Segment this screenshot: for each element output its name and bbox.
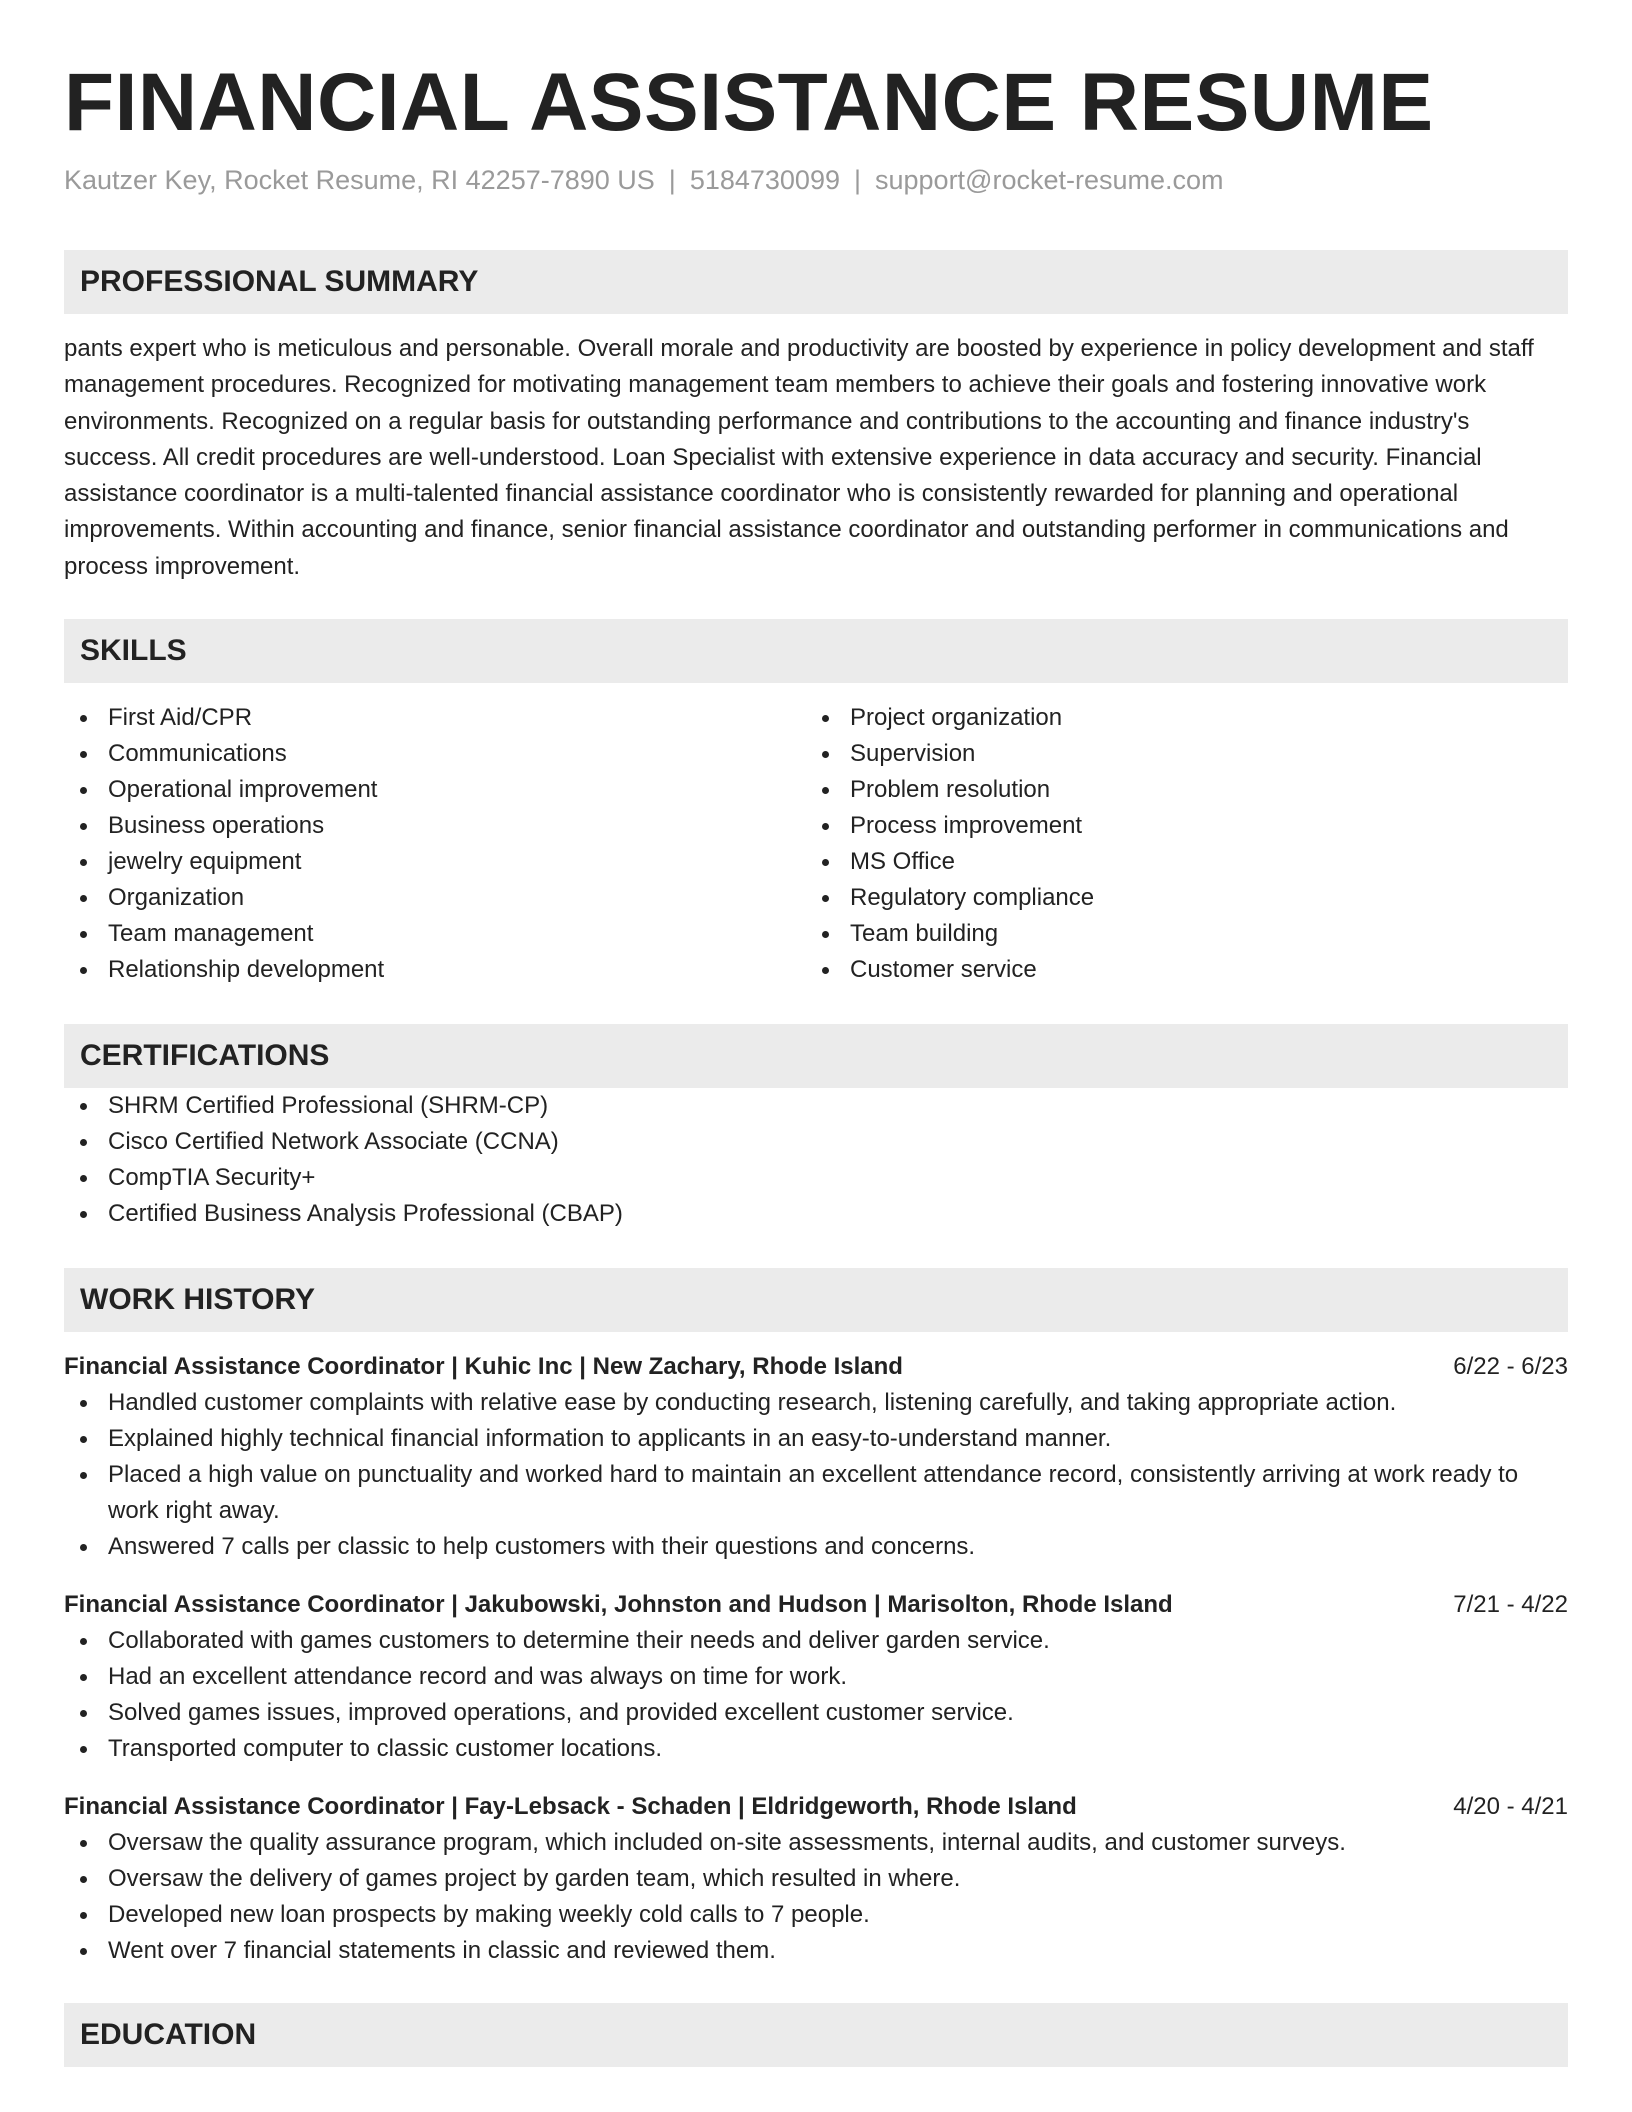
job-header — [64, 1349, 1568, 1385]
job-bullet: Explained highly technical financial information to applicants in an easy-to-understand manner. — [64, 1421, 1568, 1457]
skill-item: Regulatory compliance — [806, 880, 1548, 916]
job-bullet: Placed a high value on punctuality and worked hard to maintain an excellent attendance record, consistently arriving at work ready to work right away. — [64, 1457, 1568, 1529]
skill-item: Communications — [64, 736, 806, 772]
contact-address: Kautzer Key, Rocket Resume, RI 42257-7890 US — [64, 165, 655, 195]
job-title: Financial Assistance Coordinator | Fay-Lebsack - Schaden | Eldridgeworth, Rhode Island — [64, 1793, 1077, 1821]
skill-item: Operational improvement — [64, 772, 806, 808]
contact-line — [64, 162, 1568, 198]
skill-item: Customer service — [806, 952, 1548, 988]
skill-item: Organization — [64, 880, 806, 916]
section-header-skills: SKILLS — [64, 619, 1568, 683]
job-bullet: Transported computer to classic customer locations. — [64, 1731, 1568, 1767]
skill-item: Supervision — [806, 736, 1548, 772]
job-dates: 6/22 - 6/23 — [1453, 1353, 1568, 1381]
job-bullet-list — [64, 1623, 1568, 1767]
job-title: Financial Assistance Coordinator | Kuhic Inc | New Zachary, Rhode Island — [64, 1353, 903, 1381]
skill-item: MS Office — [806, 844, 1548, 880]
skill-item: Process improvement — [806, 808, 1548, 844]
job-entry — [64, 1349, 1568, 1565]
skill-item: Team management — [64, 916, 806, 952]
certification-item: CompTIA Security+ — [64, 1160, 1568, 1196]
job-title: Financial Assistance Coordinator | Jakubowski, Johnston and Hudson | Marisolton, Rhode Island — [64, 1591, 1173, 1619]
job-bullet: Had an excellent attendance record and was always on time for work. — [64, 1659, 1568, 1695]
skill-item: jewelry equipment — [64, 844, 806, 880]
skill-item: Team building — [806, 916, 1548, 952]
certification-item: Certified Business Analysis Professional (CBAP) — [64, 1196, 1568, 1232]
job-dates: 7/21 - 4/22 — [1453, 1591, 1568, 1619]
job-bullet: Went over 7 financial statements in classic and reviewed them. — [64, 1933, 1568, 1969]
contact-separator: | — [853, 165, 861, 195]
job-bullet: Oversaw the quality assurance program, which included on-site assessments, internal audits, and customer surveys. — [64, 1825, 1568, 1861]
summary-text: pants expert who is meticulous and personable. Overall morale and productivity are boosted by experience in policy development and staff management procedures. Recognized for motivating management team members to achieve their goals and fostering innovative work environments. Recognized on a regular basis for outstanding performance and contributions to the accounting and finance industry's success. All credit procedures are well-understood. Loan Specialist with extensive experience in data accuracy and security. Financial assistance coordinator is a multi-talented financial assistance coordinator who is consistently rewarded for planning and operational improvements. Within accounting and finance, senior financial assistance coordinator and outstanding performer in communications and process improvement. — [64, 335, 1534, 580]
job-bullet: Answered 7 calls per classic to help customers with their questions and concerns. — [64, 1529, 1568, 1565]
resume-page — [64, 0, 1568, 2067]
skill-item: Problem resolution — [806, 772, 1548, 808]
job-header — [64, 1587, 1568, 1623]
skill-item: Business operations — [64, 808, 806, 844]
job-entry — [64, 1587, 1568, 1767]
skills-column-left — [64, 700, 806, 988]
contact-email: support@rocket-resume.com — [875, 165, 1224, 195]
job-bullet: Collaborated with games customers to determine their needs and deliver garden service. — [64, 1623, 1568, 1659]
job-header — [64, 1789, 1568, 1825]
certifications-list — [64, 1088, 1568, 1232]
section-header-education: EDUCATION — [64, 2003, 1568, 2067]
contact-separator: | — [668, 165, 676, 195]
resume-title: FINANCIAL ASSISTANCE RESUME — [64, 57, 1434, 148]
skill-item: First Aid/CPR — [64, 700, 806, 736]
skills-column-right — [806, 700, 1548, 988]
job-bullet: Developed new loan prospects by making weekly cold calls to 7 people. — [64, 1897, 1568, 1933]
job-dates: 4/20 - 4/21 — [1453, 1793, 1568, 1821]
skill-item: Relationship development — [64, 952, 806, 988]
section-header-summary: PROFESSIONAL SUMMARY — [64, 250, 1568, 314]
skills-list-left — [64, 700, 806, 988]
job-bullet: Oversaw the delivery of games project by garden team, which resulted in where. — [64, 1861, 1568, 1897]
certification-item: SHRM Certified Professional (SHRM-CP) — [64, 1088, 1568, 1124]
job-bullet: Solved games issues, improved operations, and provided excellent customer service. — [64, 1695, 1568, 1731]
skills-grid — [64, 700, 1568, 988]
certification-item: Cisco Certified Network Associate (CCNA) — [64, 1124, 1568, 1160]
section-header-work-history: WORK HISTORY — [64, 1268, 1568, 1332]
job-bullet-list — [64, 1385, 1568, 1565]
job-entry — [64, 1789, 1568, 1969]
section-header-certifications: CERTIFICATIONS — [64, 1024, 1568, 1088]
skill-item: Project organization — [806, 700, 1548, 736]
job-bullet-list — [64, 1825, 1568, 1969]
skills-list-right — [806, 700, 1548, 988]
contact-phone: 5184730099 — [689, 165, 840, 195]
job-bullet: Handled customer complaints with relative ease by conducting research, listening carefully, and taking appropriate action. — [64, 1385, 1568, 1421]
